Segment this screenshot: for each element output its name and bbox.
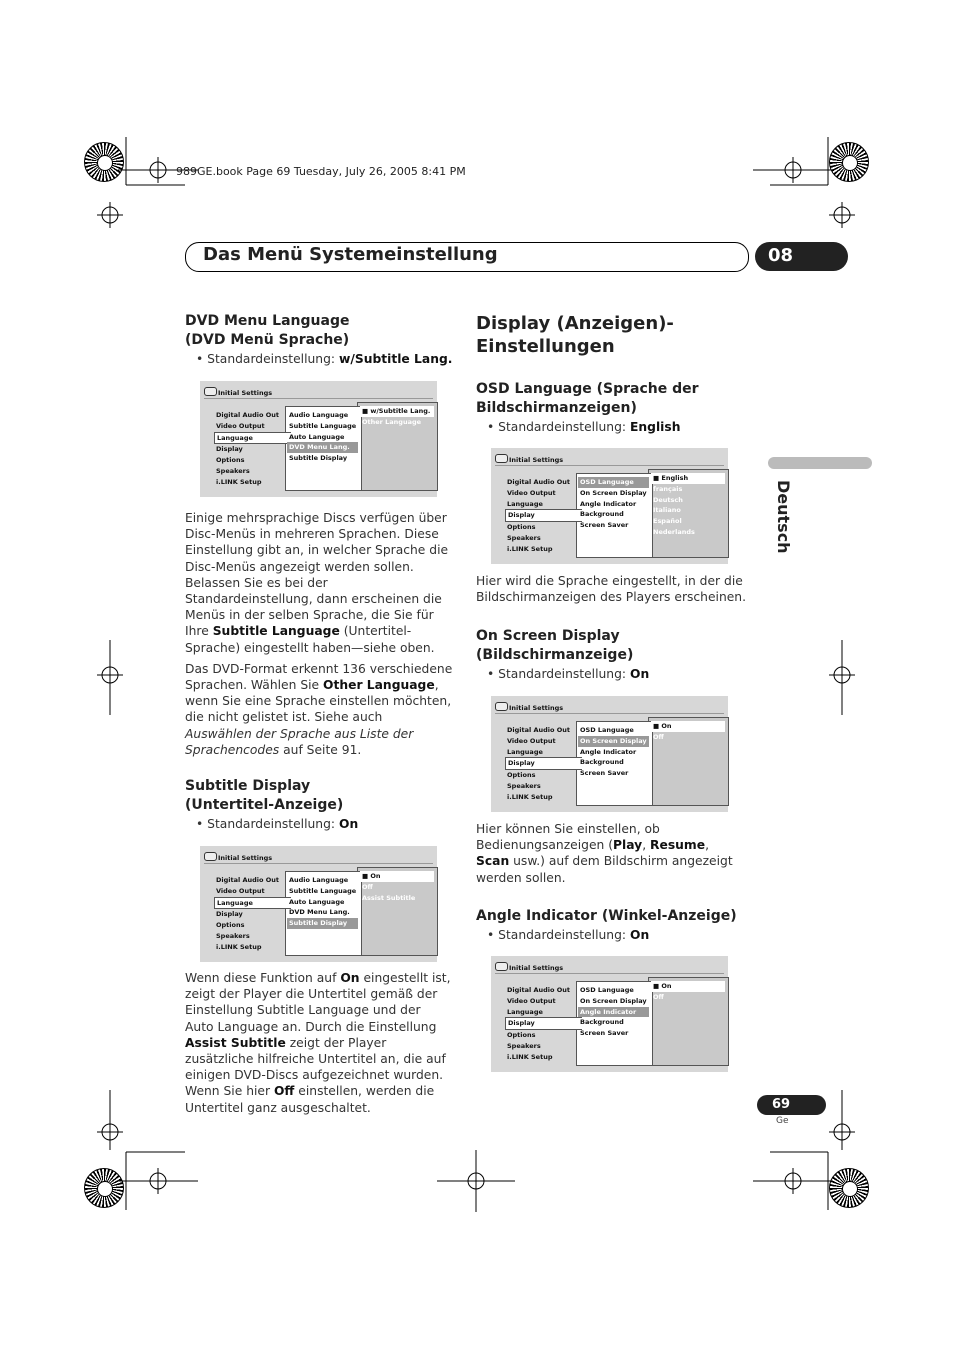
menu-item-column <box>505 477 579 555</box>
default-value: On <box>338 817 359 831</box>
option-item-column <box>651 473 725 538</box>
menu-item[interactable]: i.LINK Setup <box>507 792 553 801</box>
submenu-item[interactable]: OSD Language <box>578 477 649 488</box>
menu-item[interactable]: Options <box>216 456 245 465</box>
default-setting: • Standardeinstellung: On <box>196 817 359 831</box>
page-number: 69 <box>772 1097 791 1112</box>
subtitle-display-body <box>185 970 453 1116</box>
default-label: Standardeinstellung: <box>207 352 336 366</box>
submenu-item[interactable]: Angle Indicator <box>580 747 637 756</box>
section-heading: Angle Indicator (Winkel-Anzeige) <box>476 908 737 924</box>
menu-item[interactable]: Options <box>216 921 245 930</box>
option-item-column <box>360 871 434 903</box>
menu-item[interactable]: Video Output <box>216 886 265 895</box>
heading-line: DVD Menu Language <box>185 313 350 329</box>
heading-line: OSD Language (Sprache der <box>476 381 699 397</box>
submenu-item[interactable]: Auto Language <box>289 897 345 906</box>
option-item[interactable]: Off <box>653 732 664 741</box>
chapter-number: 08 <box>768 245 794 266</box>
paragraph: Wenn diese Funktion auf On eingestellt ist, zeigt der Player die Untertitel gemäß der Einstellung Subtitle Language und der Auto Language an. Durch die Einstellung Assist Subtitle zeigt der Player zusätzliche hilfreiche Untertitel an, die auf einigen DVD-Discs aufgezeichnet wurden. Wenn Sie hier Off einstellen, werden die Untertitel ganz ausgeschaltet. <box>185 971 451 1115</box>
registration-sunburst-tr <box>829 142 869 182</box>
settings-icon <box>204 387 217 396</box>
option-item[interactable]: Other Language <box>362 417 422 426</box>
default-setting: • Standardeinstellung: English <box>487 420 681 434</box>
submenu-item-column <box>287 410 358 464</box>
screen-dvd-menu-lang <box>200 381 437 497</box>
display-settings-heading <box>476 312 746 358</box>
menu-item[interactable]: i.LINK Setup <box>216 942 262 951</box>
heading-line: (Bildschirmanzeige) <box>476 647 634 663</box>
option-item[interactable]: ■ w/Subtitle Lang. <box>360 406 434 417</box>
default-value: On <box>629 928 650 942</box>
heading-line: (Untertitel-Anzeige) <box>185 797 344 813</box>
submenu-item[interactable]: Subtitle Display <box>289 454 348 463</box>
option-item-column <box>360 406 434 428</box>
submenu-item[interactable]: On Screen Display <box>578 736 649 747</box>
heading-line: Bildschirmanzeigen) <box>476 400 637 416</box>
submenu-item-column <box>578 477 649 531</box>
section-heading <box>476 380 746 418</box>
menu-item[interactable]: Speakers <box>507 1041 541 1050</box>
menu-item[interactable]: Speakers <box>216 931 250 940</box>
paragraph: Hier wird die Sprache eingestellt, in der die Bildschirmanzeigen des Players erscheinen. <box>476 574 747 605</box>
menu-item-column <box>214 875 288 953</box>
heading-line: Display (Anzeigen)- <box>476 313 674 334</box>
submenu-item[interactable]: Screen Saver <box>580 769 629 778</box>
page-number-badge <box>757 1095 826 1115</box>
menu-item[interactable]: Speakers <box>507 533 541 542</box>
menu-item-column <box>505 985 579 1063</box>
submenu-item[interactable]: Background <box>580 1018 624 1027</box>
option-item[interactable]: Off <box>362 882 373 891</box>
menu-item[interactable]: Options <box>507 523 536 532</box>
screen-divider <box>204 398 433 399</box>
osd-language-body <box>476 573 746 605</box>
angle-indicator-section <box>476 907 746 943</box>
section-heading <box>185 312 453 350</box>
default-label: Standardeinstellung: <box>498 667 627 681</box>
section-heading <box>185 777 453 815</box>
menu-item[interactable]: i.LINK Setup <box>507 1052 553 1061</box>
menu-item[interactable]: Video Output <box>507 736 556 745</box>
submenu-item[interactable]: Background <box>580 758 624 767</box>
page-language: Ge <box>776 1116 789 1126</box>
section-heading <box>476 627 746 665</box>
file-info: 989GE.book Page 69 Tuesday, July 26, 2005 8:41 PM <box>176 165 466 178</box>
menu-item[interactable]: Options <box>507 1031 536 1040</box>
default-value: w/Subtitle Lang. <box>338 352 453 366</box>
default-setting: • Standardeinstellung: On <box>487 667 650 681</box>
option-item[interactable]: Off <box>653 992 664 1001</box>
screen-divider <box>495 713 724 714</box>
menu-item[interactable]: Display <box>505 509 582 522</box>
settings-icon <box>495 702 508 711</box>
on-screen-display-body <box>476 821 746 886</box>
menu-item[interactable]: Language <box>507 747 543 756</box>
option-item[interactable]: ■ English <box>651 473 725 484</box>
registration-sunburst-br <box>829 1168 869 1208</box>
dvd-menu-language-section <box>185 312 453 367</box>
option-item-column <box>651 721 725 743</box>
submenu-item[interactable]: OSD Language <box>580 986 634 994</box>
submenu-item[interactable]: Background <box>580 510 624 519</box>
submenu-item[interactable]: Screen Saver <box>580 1029 629 1038</box>
side-tab <box>768 457 872 469</box>
side-language-text: Deutsch <box>774 480 793 554</box>
menu-item[interactable]: Display <box>216 910 243 919</box>
submenu-item[interactable]: Subtitle Language <box>289 421 357 430</box>
menu-item[interactable]: i.LINK Setup <box>216 477 262 486</box>
submenu-item[interactable]: Audio Language <box>289 411 349 419</box>
submenu-item[interactable]: Auto Language <box>289 432 345 441</box>
screen-title: Initial Settings <box>218 854 273 862</box>
page-title: Das Menü Systemeinstellung <box>203 244 498 265</box>
submenu-item[interactable]: DVD Menu Lang. <box>287 442 358 453</box>
default-setting: • Standardeinstellung: On <box>487 928 650 942</box>
submenu-item[interactable]: Audio Language <box>289 876 349 884</box>
subtitle-display-section <box>185 777 453 832</box>
registration-sunburst-tl <box>84 142 124 182</box>
on-screen-display-section <box>476 627 746 682</box>
submenu-item[interactable]: On Screen Display <box>580 488 647 497</box>
menu-item[interactable]: Options <box>507 771 536 780</box>
option-item[interactable]: ■ On <box>651 981 725 992</box>
submenu-item-column <box>578 725 649 779</box>
submenu-item[interactable]: Subtitle Language <box>289 886 357 895</box>
screen-on-screen-display <box>491 696 728 812</box>
default-label: Standardeinstellung: <box>498 928 627 942</box>
menu-item[interactable]: Display <box>216 445 243 454</box>
screen-angle-indicator <box>491 956 728 1072</box>
settings-icon <box>204 852 217 861</box>
default-setting: • Standardeinstellung: w/Subtitle Lang. <box>196 352 453 366</box>
submenu-item-column <box>287 875 358 929</box>
osd-language-section <box>476 380 746 435</box>
option-item[interactable]: Assist Subtitle <box>362 893 416 902</box>
menu-item-column <box>505 725 579 803</box>
menu-item[interactable]: Digital Audio Out <box>507 986 571 994</box>
menu-item-column <box>214 410 288 488</box>
option-item[interactable]: ■ On <box>651 721 725 732</box>
menu-item[interactable]: Digital Audio Out <box>507 726 571 734</box>
submenu-item[interactable]: DVD Menu Lang. <box>289 908 350 917</box>
default-value: English <box>629 420 681 434</box>
screen-divider <box>495 973 724 974</box>
registration-sunburst-bl <box>84 1168 124 1208</box>
option-item[interactable]: ■ On <box>360 871 434 882</box>
heading-line: Subtitle Display <box>185 778 311 794</box>
screen-subtitle-display <box>200 846 437 962</box>
option-item[interactable]: Italiano <box>653 506 681 515</box>
option-item[interactable]: Español <box>653 517 682 526</box>
menu-item[interactable]: i.LINK Setup <box>507 544 553 553</box>
option-item[interactable]: Deutsch <box>653 495 683 504</box>
main-heading <box>476 312 746 358</box>
option-item[interactable]: Nederlands <box>653 527 695 536</box>
menu-item[interactable]: Speakers <box>216 466 250 475</box>
submenu-item-column <box>578 985 649 1039</box>
screen-divider <box>495 465 724 466</box>
chapter-badge <box>755 242 848 271</box>
screen-title: Initial Settings <box>509 964 564 972</box>
option-item-column <box>651 981 725 1003</box>
default-label: Standardeinstellung: <box>207 817 336 831</box>
menu-item[interactable]: Language <box>507 1007 543 1016</box>
submenu-item[interactable]: On Screen Display <box>580 996 647 1005</box>
menu-item[interactable]: Digital Audio Out <box>507 478 571 486</box>
screen-title: Initial Settings <box>509 456 564 464</box>
submenu-item[interactable]: Subtitle Display <box>287 918 358 929</box>
paragraph: Einige mehrsprachige Discs verfügen über Disc-Menüs in mehreren Sprachen. Diese Einstellung gibt an, in welcher Sprache die Disc-Menüs angezeigt werden sollen. Belassen Sie es bei der Standardeinstellung, dann erscheinen die Menüs in der selben Sprache, die Sie für Ihre Subtitle Language (Untertitel-Sprache) eingestellt haben—siehe oben. <box>185 511 449 655</box>
submenu-item[interactable]: OSD Language <box>580 726 634 734</box>
default-value: On <box>629 667 650 681</box>
submenu-item[interactable]: Angle Indicator <box>578 1007 649 1018</box>
default-label: Standardeinstellung: <box>498 420 627 434</box>
paragraph: Hier können Sie einstellen, ob Bedienungsanzeigen (Play, Resume, Scan usw.) auf dem Bildschirm angezeigt werden sollen. <box>476 822 733 885</box>
menu-item[interactable]: Language <box>214 897 291 910</box>
submenu-item[interactable]: Screen Saver <box>580 521 629 530</box>
menu-item[interactable]: Speakers <box>507 781 541 790</box>
menu-item[interactable]: Display <box>505 1017 582 1030</box>
menu-item[interactable]: Video Output <box>507 996 556 1005</box>
menu-item[interactable]: Video Output <box>216 421 265 430</box>
screen-title: Initial Settings <box>218 389 273 397</box>
submenu-item[interactable]: Angle Indicator <box>580 499 637 508</box>
side-language-label <box>753 480 813 560</box>
menu-item[interactable]: Language <box>507 499 543 508</box>
settings-icon <box>495 962 508 971</box>
menu-item[interactable]: Video Output <box>507 488 556 497</box>
settings-icon <box>495 454 508 463</box>
screen-osd-language <box>491 448 728 564</box>
menu-item[interactable]: Language <box>214 432 291 445</box>
option-item[interactable]: français <box>653 484 683 493</box>
heading-line: On Screen Display <box>476 628 620 644</box>
menu-item[interactable]: Display <box>505 757 582 770</box>
dvd-menu-language-body <box>185 510 453 758</box>
heading-line: (DVD Menü Sprache) <box>185 332 350 348</box>
screen-divider <box>204 863 433 864</box>
menu-item[interactable]: Digital Audio Out <box>216 876 280 884</box>
heading-line: Einstellungen <box>476 336 615 357</box>
menu-item[interactable]: Digital Audio Out <box>216 411 280 419</box>
paragraph: Das DVD-Format erkennt 136 verschiedene Sprachen. Wählen Sie Other Language, wenn Sie eine Sprache einstellen möchten, die nicht gelistet ist. Siehe auch Auswählen der Sprache aus Liste der Sprachencodes auf Seite 91. <box>185 661 453 757</box>
screen-title: Initial Settings <box>509 704 564 712</box>
